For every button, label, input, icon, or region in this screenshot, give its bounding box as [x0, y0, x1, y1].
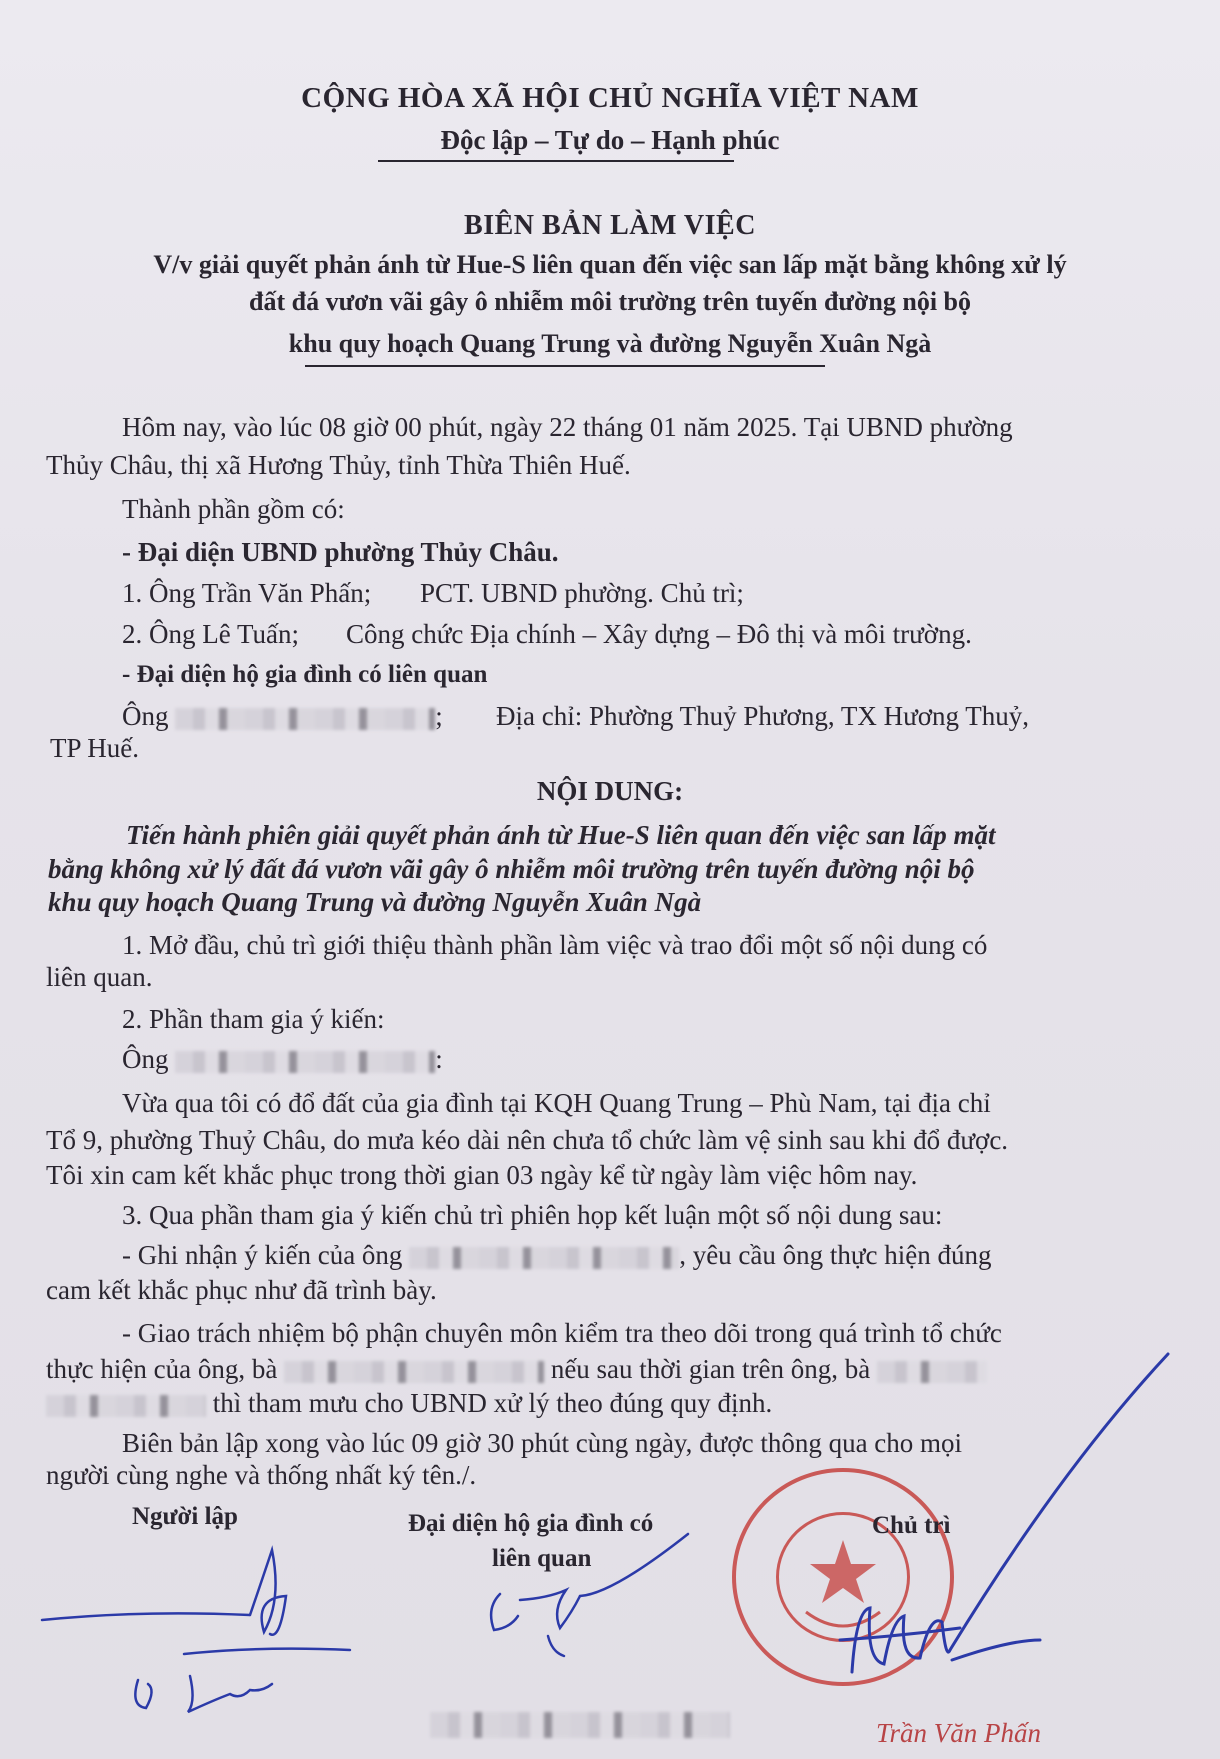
household-prefix: Ông	[122, 701, 169, 731]
point-3-a-line-1	[122, 1240, 992, 1271]
household-address: Địa chỉ: Phường Thuỷ Phương, TX Hương Thuỷ,	[496, 701, 1029, 731]
redacted-name	[284, 1361, 544, 1383]
household-signature-label-1: Đại diện hộ gia đình có	[408, 1510, 654, 1537]
opening-line-2: Thủy Châu, thị xã Hương Thủy, tỉnh Thừa Thiên Huế.	[46, 450, 631, 480]
household-printed-name	[430, 1712, 730, 1738]
participants-heading: Thành phần gồm có:	[122, 494, 345, 524]
point-2-speaker	[122, 1044, 443, 1075]
point-2-line-3: Tôi xin cam kết khắc phục trong thời gian 03 ngày kể từ ngày làm việc hôm nay.	[46, 1160, 918, 1190]
official-seal	[732, 1468, 954, 1686]
point-3-heading: 3. Qua phần tham gia ý kiến chủ trì phiên họp kết luận một số nội dung sau:	[122, 1200, 943, 1230]
redacted-name	[175, 708, 435, 730]
point-3-a-suffix: , yêu cầu ông thực hiện đúng	[679, 1240, 992, 1270]
creator-label: Người lập	[132, 1503, 238, 1530]
point-3-b-line-2-prefix: thực hiện của ông, bà	[46, 1354, 278, 1384]
subject-line-1: V/v giải quyết phản ánh từ Hue-S liên quan đến việc san lấp mặt bằng không xử lý	[153, 250, 1067, 279]
closing-line-2: người cùng nghe và thống nhất ký tên./.	[46, 1460, 477, 1490]
document-title: BIÊN BẢN LÀM VIỆC	[464, 210, 756, 241]
subject-line-2: đất đá vươn vãi gây ô nhiễm môi trường trên tuyến đường nội bộ	[248, 287, 972, 316]
redacted-name	[877, 1361, 987, 1383]
point-3-a-line-2: cam kết khắc phục như đã trình bày.	[46, 1275, 437, 1305]
household-suffix: ;	[435, 701, 443, 731]
motto: Độc lập – Tự do – Hạnh phúc	[440, 125, 780, 155]
household-person	[122, 701, 443, 732]
member-1-role: PCT. UBND phường. Chủ trì;	[420, 578, 744, 608]
content-heading: NỘI DUNG:	[536, 776, 684, 806]
member-2-role: Công chức Địa chính – Xây dựng – Đô thị và môi trường.	[346, 619, 972, 649]
point-2-speaker-suffix: :	[435, 1044, 443, 1074]
subject-line-3: khu quy hoạch Quang Trung và đường Nguyễn Xuân Ngà	[288, 329, 932, 358]
content-intro-line-2: bằng không xử lý đất đá vươn vãi gây ô nhiễm môi trường trên tuyến đường nội bộ	[48, 854, 975, 884]
redacted-name	[430, 1712, 730, 1738]
nation-header: CỘNG HÒA XÃ HỘI CHỦ NGHĨA VIỆT NAM	[301, 82, 919, 114]
point-1-line-1: 1. Mở đầu, chủ trì giới thiệu thành phần làm việc và trao đổi một số nội dung có	[122, 930, 988, 960]
chair-printed-name: Trần Văn Phấn	[876, 1718, 1042, 1748]
point-3-b-line-2-mid: nếu sau thời gian trên ông, bà	[550, 1354, 871, 1384]
point-3-b-line-3	[46, 1388, 772, 1419]
content-intro-line-1: Tiến hành phiên giải quyết phản ánh từ Hue-S liên quan đến việc san lấp mặt	[126, 820, 996, 850]
closing-line-1: Biên bản lập xong vào lúc 09 giờ 30 phút cùng ngày, được thông qua cho mọi	[122, 1428, 963, 1458]
point-2-heading: 2. Phần tham gia ý kiến:	[122, 1004, 385, 1034]
redacted-name	[175, 1051, 435, 1073]
point-2-speaker-prefix: Ông	[122, 1044, 169, 1074]
point-3-b-line-1: - Giao trách nhiệm bộ phận chuyên môn kiểm tra theo dõi trong quá trình tổ chức	[122, 1318, 1002, 1348]
chair-label: Chủ trì	[872, 1512, 951, 1539]
household-city: TP Huế.	[50, 733, 139, 763]
redacted-name	[409, 1247, 679, 1269]
motto-underline	[378, 160, 734, 162]
content-intro-line-3: khu quy hoạch Quang Trung và đường Nguyễn Xuân Ngà	[48, 887, 702, 917]
subject-underline	[305, 365, 825, 367]
household-representative-heading: - Đại diện hộ gia đình có liên quan	[122, 661, 488, 688]
seal-star-icon	[736, 1472, 950, 1682]
opening-line-1: Hôm nay, vào lúc 08 giờ 00 phút, ngày 22 tháng 01 năm 2025. Tại UBND phường	[122, 412, 1013, 442]
point-2-line-1: Vừa qua tôi có đổ đất của gia đình tại KQH Quang Trung – Phù Nam, tại địa chỉ	[122, 1088, 991, 1118]
point-1-line-2: liên quan.	[46, 962, 153, 992]
point-2-line-2: Tổ 9, phường Thuỷ Châu, do mưa kéo dài nên chưa tổ chức làm vệ sinh sau khi đổ được.	[46, 1125, 1009, 1155]
household-signature-label-2: liên quan	[492, 1545, 592, 1572]
point-3-a-prefix: - Ghi nhận ý kiến của ông	[122, 1240, 403, 1270]
member-1-name: 1. Ông Trần Văn Phấn;	[122, 578, 372, 608]
member-2-name: 2. Ông Lê Tuấn;	[122, 619, 300, 649]
redacted-name	[46, 1395, 206, 1417]
point-3-b-line-2	[46, 1354, 987, 1385]
ubnd-representative-heading: - Đại diện UBND phường Thủy Châu.	[122, 537, 559, 567]
point-3-b-line-3-suffix: thì tham mưu cho UBND xử lý theo đúng quy định.	[212, 1388, 773, 1418]
creator-signature	[42, 1550, 350, 1712]
